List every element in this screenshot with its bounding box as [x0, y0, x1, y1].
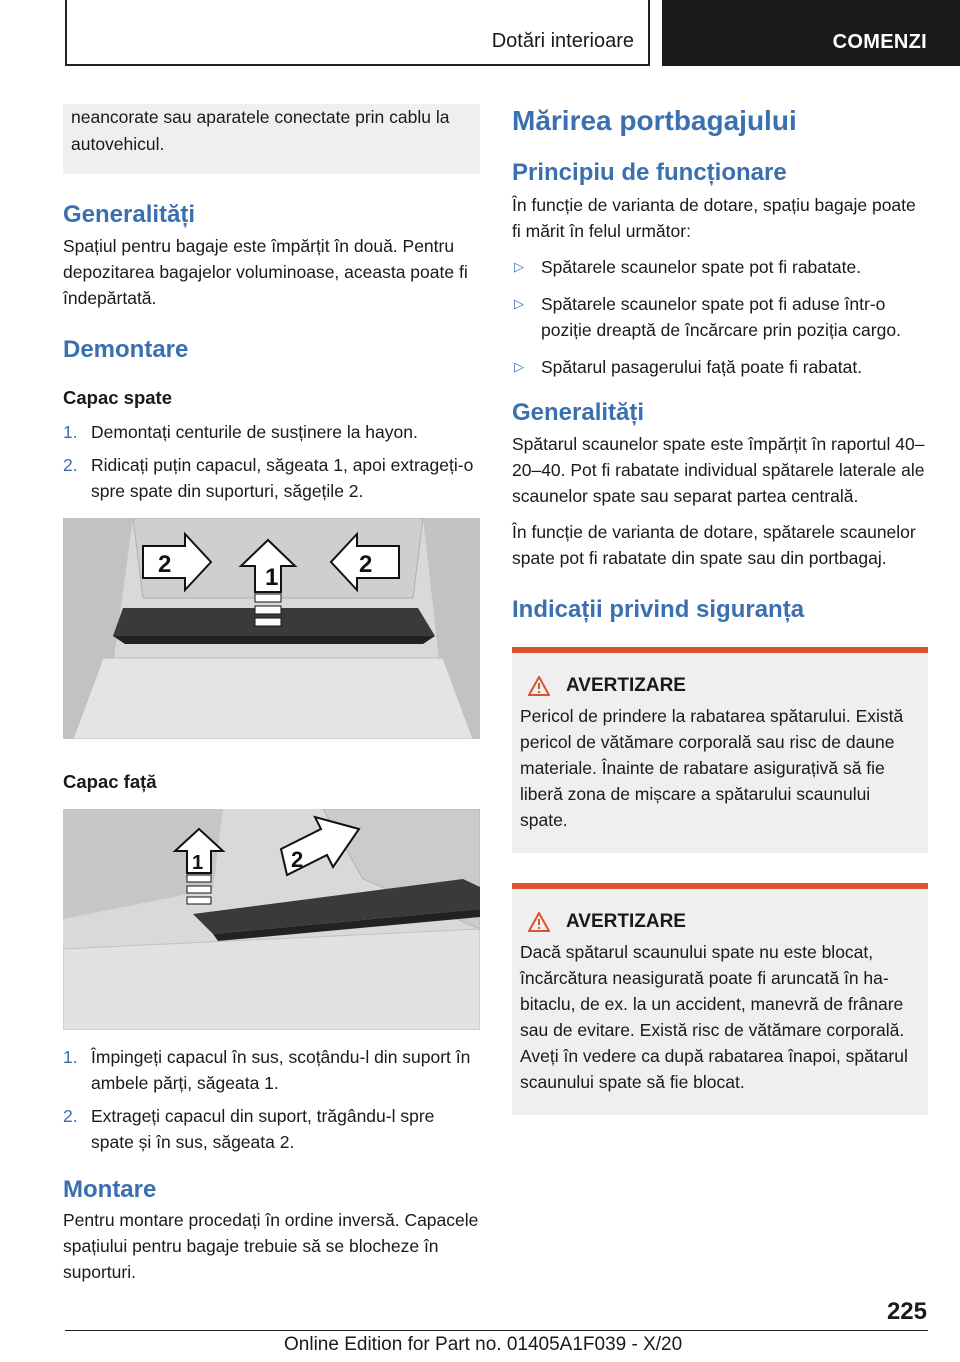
front-cover-heading: Capac față — [63, 771, 157, 792]
note-box — [63, 104, 480, 174]
principle-text: În funcție de varianta de dotare, spațiu bagaje poate fi mărit în felul următor: — [512, 195, 916, 241]
mount-text: Pentru montare procedați în ordine inversă. Capacele spațiului pentru bagaje trebuie să se blocheze în suporturi. — [63, 1210, 479, 1282]
mount-heading: Montare — [63, 1176, 157, 1203]
step-text: Ridicați puțin capacul, săgeata 1, apoi extrageți-o spre spate din suporturi, săgețile 2. — [91, 455, 474, 501]
bullet-text: Spătarele scaunelor spate pot fi rabatate. — [541, 257, 862, 277]
step-number: 1. — [63, 1047, 78, 1067]
section-title: Mărirea portbagajului — [512, 105, 797, 136]
triangle-bullet-icon: ▷ — [514, 296, 524, 311]
warning-box-2 — [512, 883, 928, 1115]
step-text: Demontați centurile de susținere la hayon. — [91, 422, 418, 442]
front-cover-drawing — [63, 809, 480, 1030]
front-cover-illustration — [63, 809, 480, 1030]
left-column — [63, 104, 480, 1285]
warning-triangle-icon — [528, 912, 550, 932]
arrow-label-2-right: 2 — [359, 551, 373, 578]
step-text: Împingeți capacul în sus, scoțându-l din suport în ambele părți, săgeata 1. — [91, 1047, 471, 1093]
page-header — [0, 0, 960, 66]
arrow-label-1: 1 — [265, 564, 279, 591]
general-heading: Generalități — [63, 201, 196, 228]
front-arrow-label-1: 1 — [192, 852, 204, 874]
warning-text: Pericol de prindere la rabatarea spătarului. Există pericol de vătămare corporală sau risc de daune materiale. Înainte de rabatare asigurațivă să fie liberă zona de mișcare a spătarului scaunului spate. — [520, 706, 904, 830]
step-number: 2. — [63, 1106, 78, 1126]
bullet-text: Spătarele scaunelor spate pot fi aduse într-o poziție dreaptă de încărcare prin poziția cargo. — [541, 294, 901, 340]
rear-cover-illustration — [63, 518, 480, 739]
right-general-text-1: Spătarul scaunelor spate este împărțit în raportul 40–20–40. Pot fi rabatate individual spătarele laterale ale scaunelor spate sau separat partea centrală. — [512, 434, 925, 506]
front-arrow-label-2: 2 — [291, 847, 304, 872]
bullet-text: Spătarul pasagerului față poate fi rabatat. — [541, 357, 863, 377]
warning-title — [520, 675, 920, 697]
list-item — [512, 254, 928, 280]
header-section-box — [65, 0, 650, 66]
remove-heading: Demontare — [63, 336, 189, 363]
warning-triangle-icon — [528, 676, 550, 696]
principle-heading: Principiu de funcționare — [512, 159, 787, 186]
footer-divider — [65, 1330, 928, 1331]
note-text: neancorate sau aparatele conectate prin cablu la autovehicul. — [71, 107, 450, 154]
list-item — [63, 452, 480, 504]
header-chapter-label: COMENZI — [832, 31, 927, 53]
right-general-text-2: În funcție de varianta de dotare, spătarele scaunelor spate pot fi rabatate din spate sau din portbagaj. — [512, 522, 916, 568]
step-number: 1. — [63, 422, 78, 442]
options-list — [512, 254, 928, 380]
general-text: Spațiul pentru bagaje este împărțit în două. Pentru depozitarea bagajelor voluminoase, aceasta poate fi îndepărtată. — [63, 236, 468, 308]
list-item — [63, 1103, 480, 1155]
rear-steps-list — [63, 419, 480, 504]
page-number: 225 — [886, 1298, 927, 1325]
list-item — [512, 354, 928, 380]
safety-heading: Indicații privind siguranța — [512, 596, 805, 623]
rear-cover-heading: Capac spate — [63, 387, 172, 408]
warning-box-1 — [512, 647, 928, 853]
front-steps-list — [63, 1044, 480, 1155]
triangle-bullet-icon: ▷ — [514, 259, 524, 274]
list-item — [512, 291, 928, 343]
warning-text: Dacă spătarul scaunului spate nu este blocat, încărcătura neasigurată poate fi aruncată în habitaclu, de ex. la un accident, manevră de frânare sau de evitare. Există risc de vătămare corporală. Aveți în vedere ca după rabatarea înapoi, spătarul scaunului spate să fie blocat. — [520, 942, 908, 1092]
warning-label: AVERTIZARE — [566, 675, 686, 696]
right-general-heading: Generalități — [512, 399, 645, 426]
header-chapter-tab — [662, 0, 960, 66]
triangle-bullet-icon: ▷ — [514, 359, 524, 374]
rear-cover-drawing — [63, 518, 480, 739]
warning-title — [520, 911, 920, 933]
footer-edition: Online Edition for Part no. 01405A1F039 - X/20 — [284, 1334, 683, 1355]
list-item — [63, 419, 480, 445]
step-text: Extrageți capacul din suport, trăgându-l spre spate și în sus, săgeata 2. — [91, 1106, 435, 1152]
list-item — [63, 1044, 480, 1096]
warning-label: AVERTIZARE — [566, 911, 686, 932]
header-section-title: Dotări interioare — [491, 30, 634, 52]
step-number: 2. — [63, 455, 78, 475]
right-column — [512, 104, 928, 1115]
arrow-label-2-left: 2 — [158, 551, 172, 578]
